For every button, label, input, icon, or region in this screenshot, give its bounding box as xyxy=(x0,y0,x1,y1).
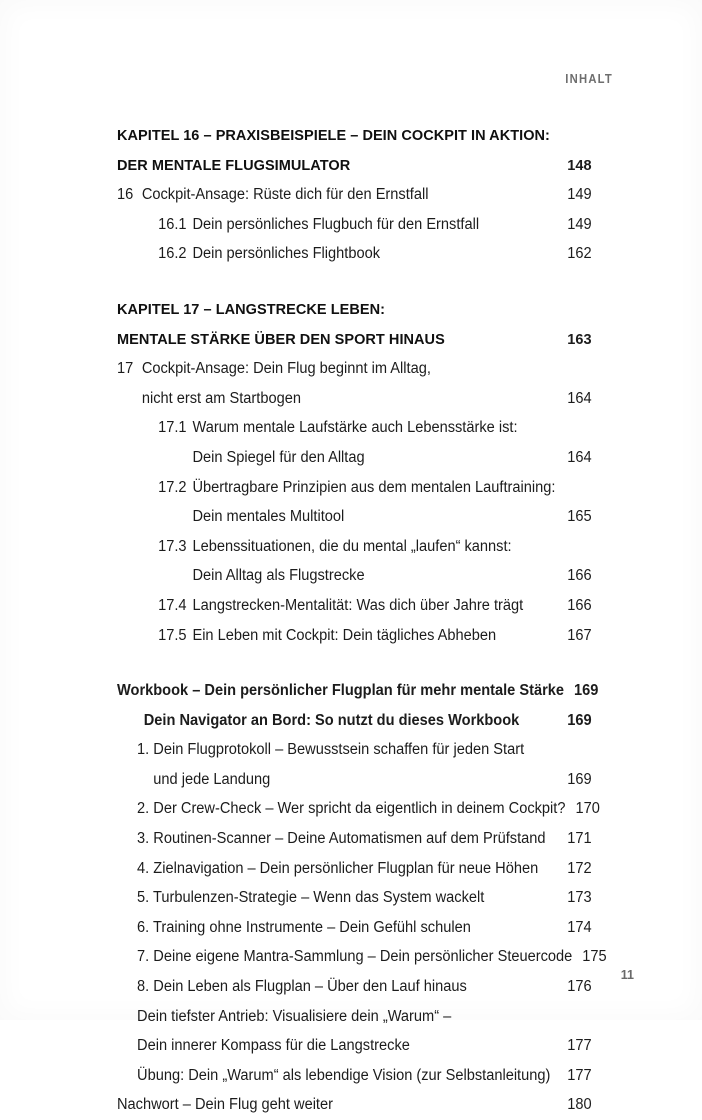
toc-entry-nachwort[interactable] xyxy=(117,1090,592,1120)
page-number: 11 xyxy=(620,968,634,982)
entry-page: 165 xyxy=(567,508,592,526)
toc-entry-antrieb-line2[interactable] xyxy=(117,1031,592,1061)
entry-number: 16 xyxy=(117,186,134,204)
toc-entry-workbook-7[interactable] xyxy=(117,942,607,972)
entry-page: 162 xyxy=(567,245,592,263)
entry-number: 16.2 xyxy=(158,245,187,263)
entry-number: 17 xyxy=(117,360,134,378)
workbook-item-page: 176 xyxy=(567,978,592,996)
workbook-page: 169 xyxy=(574,682,599,700)
workbook-item-label: 8. Dein Leben als Flugplan – Über den Lauf hinaus xyxy=(137,978,467,996)
toc-entry-17-4[interactable] xyxy=(117,591,592,621)
toc-entry-17-1-line1[interactable] xyxy=(117,413,592,443)
nachwort-page: 180 xyxy=(567,1096,592,1114)
toc-entry-workbook-navigator[interactable] xyxy=(117,706,592,736)
entry-label-line2: Dein Spiegel für den Alltag xyxy=(192,448,365,466)
entry-page: 167 xyxy=(567,626,592,644)
chapter-16-heading-line2[interactable] xyxy=(117,151,592,181)
running-head: INHALT xyxy=(565,72,613,86)
entry-page: 149 xyxy=(567,215,592,233)
toc-entry-17-5[interactable] xyxy=(117,621,592,651)
uebung-page: 177 xyxy=(567,1066,592,1084)
toc-entry-17-line2[interactable] xyxy=(117,384,592,414)
workbook-item-label: 3. Routinen-Scanner – Deine Automatismen auf dem Prüfstand xyxy=(137,830,546,848)
entry-label-line1: Warum mentale Laufstärke auch Lebensstärke ist: xyxy=(192,419,518,437)
toc-entry-workbook-5[interactable] xyxy=(117,883,592,913)
workbook-item-page: 175 xyxy=(582,948,607,966)
toc-entry-workbook-8[interactable] xyxy=(117,972,592,1002)
entry-label-line1: Cockpit-Ansage: Dein Flug beginnt im Alltag, xyxy=(141,360,431,378)
chapter-17-page: 163 xyxy=(567,330,592,348)
entry-label: Ein Leben mit Cockpit: Dein tägliches Abheben xyxy=(192,626,497,644)
entry-page: 149 xyxy=(567,186,592,204)
toc-entry-17-3-line2[interactable] xyxy=(117,561,592,591)
workbook-item-label: 7. Deine eigene Mantra-Sammlung – Dein persönlicher Steuercode xyxy=(137,948,573,966)
chapter-17-heading-line1 xyxy=(117,295,592,325)
antrieb-page: 177 xyxy=(567,1037,592,1055)
entry-label: Langstrecken-Mentalität: Was dich über Jahre trägt xyxy=(192,596,524,614)
toc-entry-workbook-2[interactable] xyxy=(117,794,600,824)
workbook-item-label: 4. Zielnavigation – Dein persönlicher Flugplan für neue Höhen xyxy=(137,859,539,877)
chapter-16-title-line2: DER MENTALE FLUGSIMULATOR xyxy=(117,156,351,174)
workbook-item-label: 6. Training ohne Instrumente – Dein Gefühl schulen xyxy=(137,918,471,936)
entry-label-line2: nicht erst am Startbogen xyxy=(141,389,301,407)
entry-label: Dein persönliches Flugbuch für den Ernstfall xyxy=(192,215,480,233)
entry-number: 17.3 xyxy=(158,537,187,555)
entry-label-line2: Dein Alltag als Flugstrecke xyxy=(192,567,365,585)
entry-page: 164 xyxy=(567,448,592,466)
entry-page: 166 xyxy=(567,596,592,614)
toc-entry-17-2-line1[interactable] xyxy=(117,473,592,503)
workbook-item-page: 169 xyxy=(567,770,592,788)
entry-number: 17.2 xyxy=(158,478,187,496)
workbook-item-page: 173 xyxy=(567,889,592,907)
toc-entry-17-2-line2[interactable] xyxy=(117,502,592,532)
chapter-16-title-line1: KAPITEL 16 – PRAXISBEISPIELE – DEIN COCKPIT IN AKTION: xyxy=(117,127,550,144)
chapter-17-title-line2: MENTALE STÄRKE ÜBER DEN SPORT HINAUS xyxy=(117,330,445,348)
toc-entry-16-2[interactable] xyxy=(117,239,592,269)
antrieb-label-line2: Dein innerer Kompass für die Langstrecke xyxy=(137,1037,410,1055)
antrieb-label-line1: Dein tiefster Antrieb: Visualisiere dein „Warum“ – xyxy=(137,1007,452,1025)
uebung-label: Übung: Dein „Warum“ als lebendige Vision (zur Selbstanleitung) xyxy=(137,1066,551,1084)
workbook-item-label: 5. Turbulenzen-Strategie – Wenn das System wackelt xyxy=(137,889,485,907)
entry-number: 17.5 xyxy=(158,626,187,644)
entry-label: Cockpit-Ansage: Rüste dich für den Ernstfall xyxy=(141,186,429,204)
chapter-17-heading-line2[interactable] xyxy=(117,325,592,355)
entry-number: 16.1 xyxy=(158,215,187,233)
chapter-17-title-line1: KAPITEL 17 – LANGSTRECKE LEBEN: xyxy=(117,300,385,318)
entry-page: 164 xyxy=(567,389,592,407)
workbook-title: Workbook – Dein persönlicher Flugplan für mehr mentale Stärke xyxy=(117,682,565,700)
workbook-item-label-line1: 1. Dein Flugprotokoll – Bewusstsein schaffen für jeden Start xyxy=(137,741,525,759)
toc-entry-17-1-line2[interactable] xyxy=(117,443,592,473)
entry-number: 17.4 xyxy=(158,596,187,614)
entry-number: 17.1 xyxy=(158,419,187,437)
chapter-16-heading-line1 xyxy=(117,121,592,151)
workbook-item-page: 172 xyxy=(567,859,592,877)
toc-entry-uebung[interactable] xyxy=(117,1061,592,1091)
workbook-item-label-line2: und jede Landung xyxy=(153,770,271,788)
toc-entry-workbook-3[interactable] xyxy=(117,824,592,854)
entry-page: 166 xyxy=(567,567,592,585)
entry-label-line1: Übertragbare Prinzipien aus dem mentalen Lauftraining: xyxy=(192,478,556,496)
entry-label-line1: Lebenssituationen, die du mental „laufen“ kannst: xyxy=(192,537,512,555)
toc-entry-workbook-1-line2[interactable] xyxy=(117,765,592,795)
entry-label-line2: Dein mentales Multitool xyxy=(192,508,345,526)
nachwort-label: Nachwort – Dein Flug geht weiter xyxy=(117,1096,333,1114)
toc-entry-17-line1[interactable] xyxy=(117,354,592,384)
entry-label: Dein persönliches Flightbook xyxy=(192,245,381,263)
workbook-item-label: 2. Der Crew-Check – Wer spricht da eigentlich in deinem Cockpit? xyxy=(137,800,566,818)
workbook-item-page: 171 xyxy=(567,830,592,848)
toc-entry-workbook-4[interactable] xyxy=(117,854,592,884)
toc-entry-workbook-1-line1[interactable] xyxy=(117,735,592,765)
toc-entry-antrieb-line1[interactable] xyxy=(117,1002,592,1032)
toc-entry-16[interactable] xyxy=(117,180,592,210)
workbook-item-page: 174 xyxy=(567,918,592,936)
table-of-contents xyxy=(117,121,614,1120)
workbook-navigator-page: 169 xyxy=(567,711,592,729)
toc-entry-16-1[interactable] xyxy=(117,210,592,240)
chapter-16-page: 148 xyxy=(567,156,592,174)
toc-entry-workbook-6[interactable] xyxy=(117,913,592,943)
workbook-navigator-label: Dein Navigator an Bord: So nutzt du dieses Workbook xyxy=(143,711,520,729)
toc-entry-workbook[interactable] xyxy=(117,676,599,706)
workbook-item-page: 170 xyxy=(575,800,600,818)
toc-entry-17-3-line1[interactable] xyxy=(117,532,592,562)
